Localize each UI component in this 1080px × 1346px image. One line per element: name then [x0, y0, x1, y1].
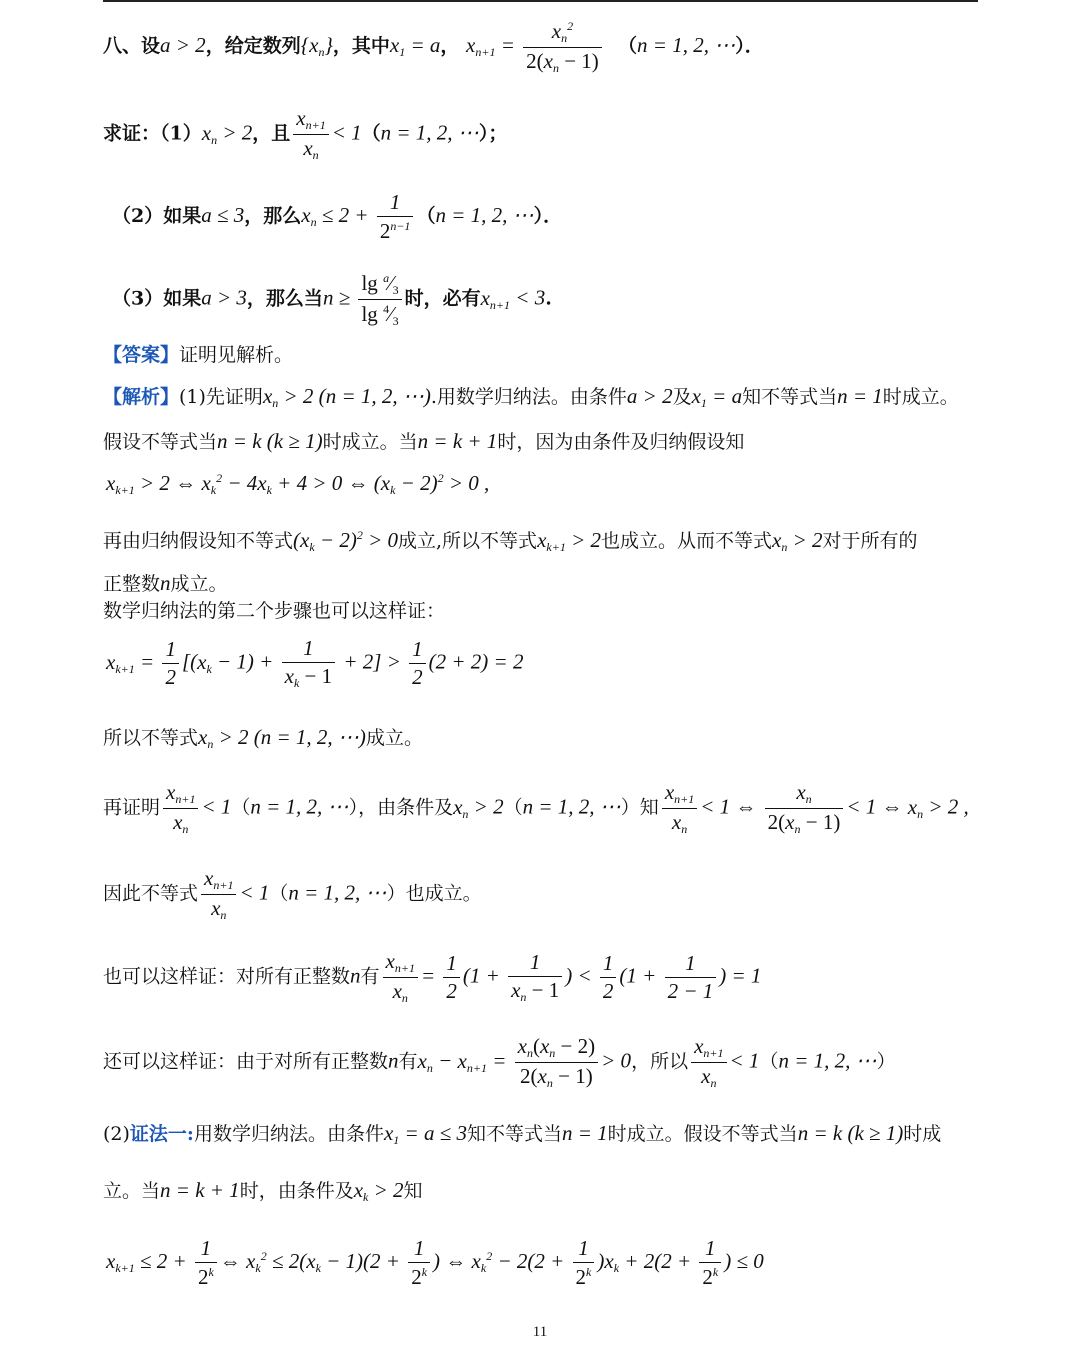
analysis-line-10: 因此不等式 $\frac{x_{n+1}}{x_n}$ < 1（n = 1, 2, ⋯）也成立。 [103, 866, 482, 922]
analysis-line-11: 也可以这样证：对所有正整数n有 $\frac{x_{n+1}}{x_n}$ = $\frac{1}{2}$ (1 + $\frac{1}{x_n - 1}$ ) < $\frac{1}{2}$ (1 + $\frac{1}{2 - 1}$ ) = 1 [103, 949, 762, 1005]
analysis-line-9: 再证明 $\frac{x_{n+1}}{x_n}$ < 1（n = 1, 2, ⋯），由条件及$x_n > 2(n = 1$, 2, ⋯）知 $\frac{x_{n+1}}{x_n}$ < 1 ⇔ $\frac{x_n}{2(x_n - 1)}$ < 1 ⇔ $x_n > 2$ , [103, 780, 969, 836]
analysis-line-13: (2)证法一:用数学归纳法。由条件$x_1 = a \le 3$知不等式当n = 1时成立。假设不等式当n = k (k ≥ 1)时成 [103, 1121, 942, 1147]
analysis-line-6: 数学归纳法的第二个步骤也可以这样证： [103, 600, 446, 622]
analysis-line-4: 再由归纳假设知不等式$(x_k - 2)^2 > 0$成立,所以不等式$x_{k+1} > 2$也成立。从而不等式$x_n > 2$对于所有的 [103, 528, 918, 554]
prove-part-3: （3）如果a > 3，那么当n ≥ $\frac{\lg ^a⁄_3}{\lg ^4⁄_3}$ 时，必有$x_{n+1} < 3$. [112, 271, 552, 328]
answer-label: 【答案】 [103, 344, 180, 366]
top-rule [103, 0, 978, 2]
analysis-line-1: 【解析】(1)先证明$x_n > 2$ (n = 1, 2, ⋯).用数学归纳法。由条件a > 2及$x_1 = a$知不等式当n = 1时成立。 [103, 384, 959, 410]
analysis-line-14: 立。当n = k + 1时，由条件及$x_k > 2$知 [103, 1178, 423, 1204]
analysis-formula-3: $x_{k+1} \le 2$ + $\frac{1}{2^k}$ ⇔ $x_k^2 \le 2(x_k - 1)(2$ + $\frac{1}{2^k}$ ) ⇔ $x_k^2 - 2(2$ + $\frac{1}{2^k}$ )$x_k + 2(2$ + $\frac{1}{2^k}$ ) ≤ 0 [106, 1236, 764, 1289]
analysis-line-8: 所以不等式$x_n > 2$ (n = 1, 2, ⋯)成立。 [103, 725, 423, 751]
prove-part-1: 求证：$(1)x_n > 2$，且 $\frac{x_{n+1}}{x_n}$ < 1（n = 1, 2, ⋯）； [103, 106, 508, 162]
problem-statement: 八、设a > 2，给定数列$\{x_n\}$，其中$x_1 = a$， $x_{n+1}$ = $\frac{x_n^2}{2(x_n - 1)}$ （n = 1, 2, ⋯）． [103, 19, 764, 75]
prove-part-2: （2）如果a ≤ 3，那么$x_n \le 2$ + $\frac{1}{2^{n-1}}$ （n = 1, 2, ⋯）． [112, 190, 563, 243]
analysis-formula-1: $x_{k+1} > 2$ ⇔ $x_k^2 - 4x_k + 4 > 0$ ⇔ $(x_k - 2)^2 > 0$ , [106, 471, 490, 497]
analysis-line-12: 还可以这样证：由于对所有正整数n有$x_n - x_{n+1}$ = $\frac{x_n(x_n - 2)}{2(x_n - 1)}$ > 0，所以 $\frac{x_{n+1}}{x_n}$ < 1（n = 1, 2, ⋯） [103, 1034, 896, 1090]
analysis-label: 【解析】 [103, 386, 180, 408]
page-number: 11 [532, 1324, 548, 1340]
analysis-line-2: 假设不等式当n = k (k ≥ 1)时成立。当n = k + 1时，因为由条件及归纳假设知 [103, 429, 745, 453]
analysis-line-5: 正整数n成立。 [103, 571, 228, 595]
answer-line: 【答案】证明见解析。 [103, 344, 294, 366]
analysis-formula-2: $x_{k+1}$ = $\frac{1}{2}$ [$(x_k - 1)$ + $\frac{1}{x_k - 1}$ + 2] > $\frac{1}{2}$ (2 + 2) = 2 [106, 636, 524, 690]
method-one-label: 证法一: [129, 1123, 194, 1145]
